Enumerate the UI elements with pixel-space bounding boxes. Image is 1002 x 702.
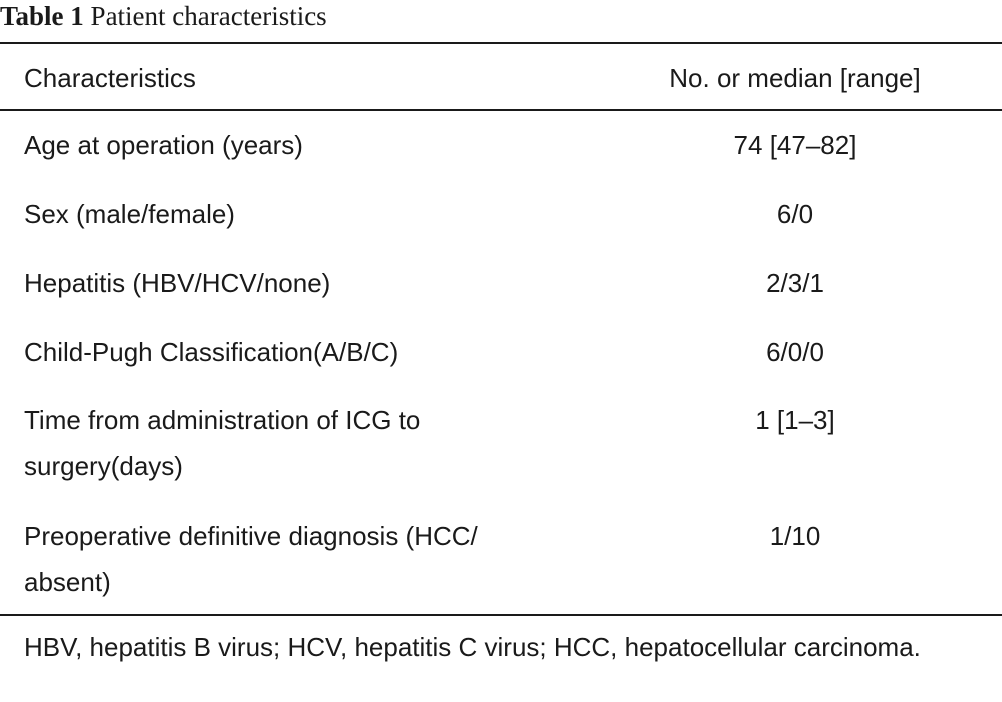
row-label-child-pugh: Child-Pugh Classification(A/B/C) xyxy=(24,337,399,367)
table-caption xyxy=(0,0,327,40)
table-footnote: HBV, hepatitis B virus; HCV, hepatitis C virus; HCC, hepatocellular carcinoma. xyxy=(24,632,921,662)
row-value-preoperative-diagnosis: 1/10 xyxy=(769,521,821,551)
column-header-characteristics: Characteristics xyxy=(24,63,196,93)
row-label-time-to-surgery: Time from administration of ICG to surgery(days) xyxy=(24,405,421,481)
table-number: Table 1 xyxy=(0,1,84,31)
header-rule xyxy=(0,109,1002,111)
row-label-hepatitis: Hepatitis (HBV/HCV/none) xyxy=(24,268,331,298)
row-value-hepatitis: 2/3/1 xyxy=(766,268,824,298)
row-value-time-to-surgery: 1 [1–3] xyxy=(755,405,835,435)
row-value-child-pugh: 6/0/0 xyxy=(766,337,824,367)
column-header-value: No. or median [range] xyxy=(669,63,921,93)
row-label-sex: Sex (male/female) xyxy=(24,199,235,229)
top-rule xyxy=(0,42,1002,44)
row-value-sex: 6/0 xyxy=(776,199,814,229)
table-title: Patient characteristics xyxy=(90,1,327,31)
row-label-age: Age at operation (years) xyxy=(24,130,303,160)
row-value-age: 74 [47–82] xyxy=(733,130,857,160)
row-label-preoperative-diagnosis: Preoperative definitive diagnosis (HCC/ absent) xyxy=(24,521,478,597)
bottom-rule xyxy=(0,614,1002,616)
